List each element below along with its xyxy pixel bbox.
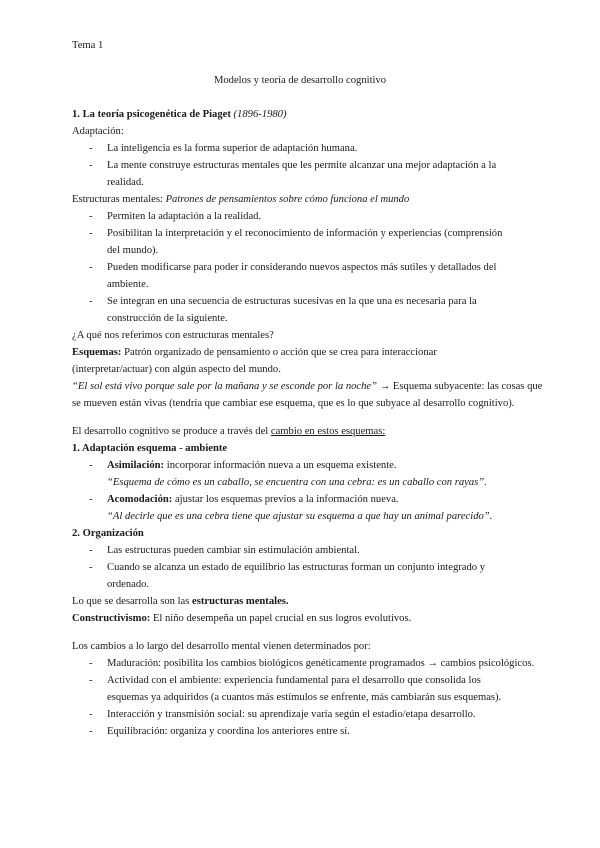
section1-heading-text: 1. La teoría psicogenética de Piaget <box>72 109 231 120</box>
estructuras-item: Se integran en una secuencia de estructuras sucesivas en la que una es necesaria para la <box>107 296 477 307</box>
bullet-dash: - <box>89 675 93 686</box>
quote-text: “El sol está vivo porque sale por la mañana y se esconde por la noche” <box>72 381 378 392</box>
constructivismo-line <box>72 610 411 627</box>
estructuras-item-cont: construcción de la siguiente. <box>107 313 228 324</box>
quote-after: → Esquema subyacente: las cosas que <box>379 381 543 392</box>
asimilacion-text: incorporar información nueva a un esquema existente. <box>166 460 397 471</box>
section2-intro <box>72 423 385 440</box>
acomodacion-label: Acomodación: <box>107 494 173 505</box>
esquemas-line-cont: (interpretar/actuar) con algún aspecto del mundo. <box>72 364 281 375</box>
asimilacion-example: “Esquema de cómo es un caballo, se encuentra con una cebra: es un caballo con rayas”. <box>107 477 487 488</box>
section1-heading <box>72 106 287 123</box>
bullet-dash: - <box>89 211 93 222</box>
section2-intro-underline: cambio en estos esquemas: <box>270 426 386 437</box>
bullet-dash: - <box>89 262 93 273</box>
factor-item-cont: esquemas ya adquiridos (a cuantos más estímulos se enfrente, más cambiarán sus esquemas). <box>107 692 502 703</box>
organizacion-item: Las estructuras pueden cambiar sin estimulación ambiental. <box>107 545 360 556</box>
adaptacion-item: La mente construye estructuras mentales que les permite alcanzar una mejor adaptación a la <box>107 160 497 171</box>
esquemas-line <box>72 344 437 361</box>
bullet-dash: - <box>89 726 93 737</box>
bullet-dash: - <box>89 143 93 154</box>
acomodacion-example: “Al decirle que es una cebra tiene que ajustar su esquema a que hay un animal parecido”. <box>107 511 493 522</box>
asimilacion-label: Asimilación: <box>107 460 165 471</box>
section1-years: (1896-1980) <box>233 109 287 120</box>
develop-text: Lo que se desarrolla son las <box>72 596 190 607</box>
estructuras-line <box>72 191 409 208</box>
factor-item: Maduración: posibilita los cambios biológicos genéticamente programados → cambios psicológicos. <box>107 658 535 669</box>
acomodacion-item <box>107 491 399 508</box>
estructuras-label: Estructuras mentales: <box>72 194 163 205</box>
bullet-dash: - <box>89 228 93 239</box>
estructuras-item-cont: ambiente. <box>107 279 149 290</box>
quote-line-cont: se mueven están vivas (tendría que cambiar ese esquema, que es lo que subyace al desarrollo cognitivo). <box>72 398 515 409</box>
organizacion-item-cont: ordenado. <box>107 579 150 590</box>
asimilacion-item <box>107 457 397 474</box>
bullet-dash: - <box>89 160 93 171</box>
estructuras-definition: Patrones de pensamientos sobre cómo funciona el mundo <box>165 194 410 205</box>
adaptacion-label: Adaptación: <box>72 126 124 137</box>
factor-item: Equilibración: organiza y coordina los anteriores entre sí. <box>107 726 350 737</box>
section2-intro-text: El desarrollo cognitivo se produce a través del <box>72 426 269 437</box>
organizacion-heading: 2. Organización <box>72 528 144 539</box>
esquemas-label: Esquemas: <box>72 347 122 358</box>
develop-bold: estructuras mentales. <box>192 596 289 607</box>
bullet-dash: - <box>89 545 93 556</box>
organizacion-item: Cuando se alcanza un estado de equilibrio las estructuras forman un conjunto integrado y <box>107 562 486 573</box>
constructivismo-label: Constructivismo: <box>72 613 151 624</box>
factor-item: Actividad con el ambiente: experiencia fundamental para el desarrollo que consolida los <box>107 675 481 686</box>
bullet-dash: - <box>89 460 93 471</box>
bullet-dash: - <box>89 296 93 307</box>
estructuras-item: Pueden modificarse para poder ir considerando nuevos aspectos más sutiles y detallados del <box>107 262 497 273</box>
estructuras-item: Permiten la adaptación a la realidad. <box>107 211 262 222</box>
quote-line <box>72 378 542 395</box>
section3-intro: Los cambios a lo largo del desarrollo mental vienen determinados por: <box>72 641 371 652</box>
acomodacion-text: ajustar los esquemas previos a la información nueva. <box>174 494 399 505</box>
adaptacion-esquema-heading: 1. Adaptación esquema - ambiente <box>72 443 228 454</box>
bullet-dash: - <box>89 658 93 669</box>
develop-line <box>72 593 289 610</box>
constructivismo-text: El niño desempeña un papel crucial en sus logros evolutivos. <box>152 613 412 624</box>
header-tema: Tema 1 <box>72 40 104 51</box>
question-line: ¿A qué nos referimos con estructuras mentales? <box>72 330 274 341</box>
page-title: Modelos y teoría de desarrollo cognitivo <box>213 75 387 86</box>
estructuras-item: Posibilitan la interpretación y el reconocimiento de información y experiencias (comprensión <box>107 228 503 239</box>
bullet-dash: - <box>89 709 93 720</box>
factor-item: Interacción y transmisión social: su aprendizaje varía según el estadio/etapa desarrollo. <box>107 709 476 720</box>
adaptacion-item-cont: realidad. <box>107 177 144 188</box>
estructuras-item-cont: del mundo). <box>107 245 159 256</box>
bullet-dash: - <box>89 562 93 573</box>
adaptacion-item: La inteligencia es la forma superior de adaptación humana. <box>107 143 358 154</box>
esquemas-text: Patrón organizado de pensamiento o acción que se crea para interaccionar <box>124 347 437 358</box>
bullet-dash: - <box>89 494 93 505</box>
